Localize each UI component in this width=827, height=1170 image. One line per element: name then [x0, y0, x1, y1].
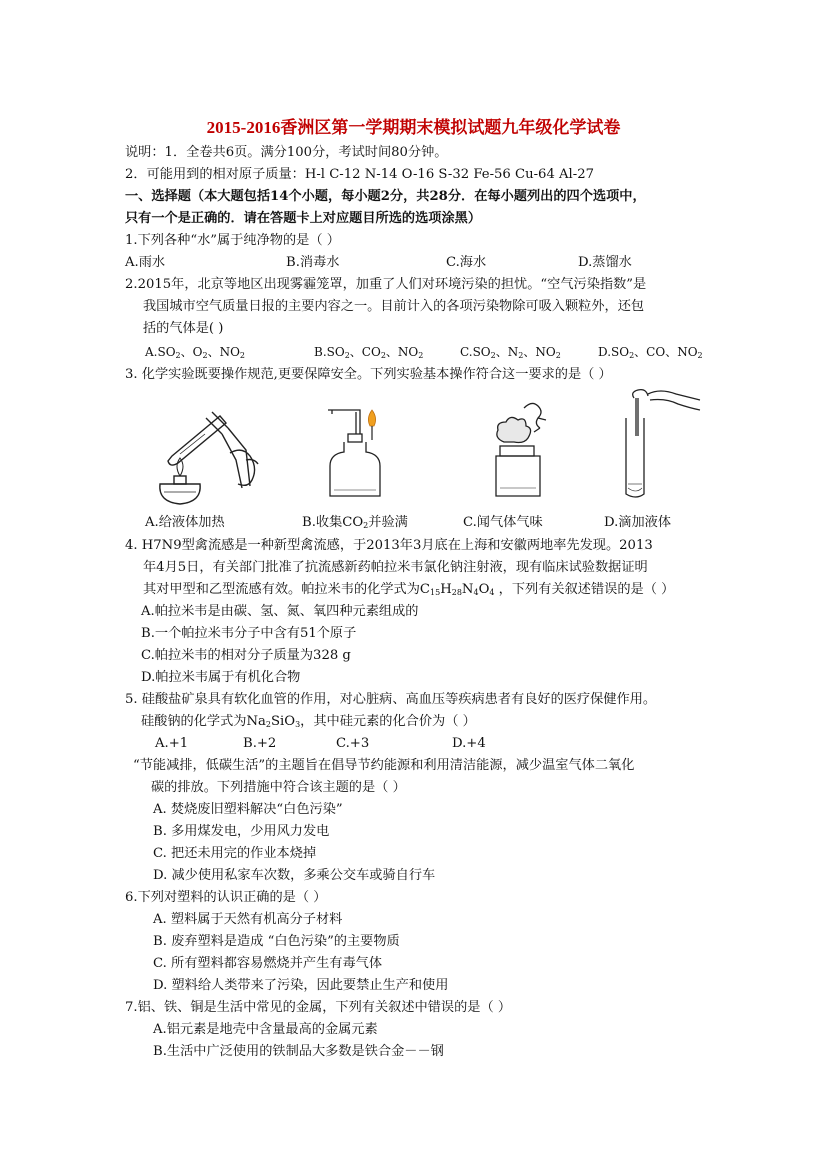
- drop-liquid-figure: [620, 388, 705, 500]
- section-heading-1: 一、选择题（本大题包括14个小题，每小题2分，共28分．在每小题列出的四个选项中，: [125, 189, 646, 204]
- q6-stem: 6.下列对塑料的认识正确的是（ ）: [125, 890, 327, 905]
- q4-line-2: 年4月5日，有关部门批准了抗流感新药帕拉米韦氯化钠注射液，现有临床试验数据证明: [143, 560, 648, 575]
- q1-option-b: B.消毒水: [286, 255, 340, 270]
- q2-option-d: $D.SO_2$、CO、$NO_2$: [598, 345, 703, 360]
- q5-option-c: C.+3: [336, 736, 370, 751]
- q6-option-c: C. 所有塑料都容易燃烧并产生有毒气体: [153, 956, 383, 971]
- smell-gas-figure: [488, 398, 556, 500]
- q3-stem: 3. 化学实验既要操作规范,更要保障安全。下列实验基本操作符合这一要求的是（ ）: [125, 367, 612, 382]
- q4-option-b: B.一个帕拉米韦分子中含有51个原子: [141, 626, 357, 641]
- lowcarbon-option-b: B. 多用煤发电，少用风力发电: [153, 824, 330, 839]
- collect-co2-figure: [322, 408, 387, 500]
- q6-option-b: B. 废弃塑料是造成 “白色污染”的主要物质: [153, 934, 400, 949]
- q3-option-d: D.滴加液体: [604, 515, 672, 530]
- q5-option-d: D.+4: [452, 736, 486, 751]
- lowcarbon-line-1: “节能减排，低碳生活”的主题旨在倡导节约能源和利用清洁能源，减少温室气体二氧化: [133, 758, 635, 773]
- notes-line-2: 2．可能用到的相对原子质量：H-l C-12 N-14 O-16 S-32 Fe-56 Cu-64 Al-27: [125, 167, 594, 182]
- q2-line-2: 我国城市空气质量日报的主要内容之一。目前计入的各项污染物除可吸入颗粒外，还包: [143, 299, 645, 314]
- lowcarbon-line-2: 碳的排放。下列措施中符合该主题的是（ ）: [151, 780, 406, 795]
- q5-option-a: A.+1: [155, 736, 189, 751]
- q1-option-c: C.海水: [446, 255, 487, 270]
- q3-option-c: C.闻气体气味: [463, 515, 543, 530]
- q4-option-c: C.帕拉米韦的相对分子质量为328 g: [141, 648, 351, 663]
- lowcarbon-option-a: A. 焚烧废旧塑料解决“白色污染”: [153, 802, 343, 817]
- q4-option-a: A.帕拉米韦是由碳、氢、氮、氧四种元素组成的: [141, 604, 419, 619]
- exam-title: 2015-2016香洲区第一学期期末模拟试题九年级化学试卷: [206, 118, 621, 137]
- notes-line-1: 说明：1．全卷共6页。满分100分，考试时间80分钟。: [125, 145, 448, 160]
- q1-stem: 1.下列各种“水”属于纯净物的是（ ）: [125, 233, 340, 248]
- q1-option-d: D.蒸馏水: [578, 255, 632, 270]
- q1-option-a: A.雨水: [125, 255, 166, 270]
- q4-line-1: 4. H7N9型禽流感是一种新型禽流感，于2013年3月底在上海和安徽两地率先发现。2013: [125, 538, 653, 553]
- q7-stem: 7.铝、铁、铜是生活中常见的金属，下列有关叙述中错误的是（ ）: [125, 1000, 512, 1015]
- q3-option-b: B.收集$CO_2$并验满: [302, 515, 408, 530]
- q6-option-d: D. 塑料给人类带来了污染，因此要禁止生产和使用: [153, 978, 449, 993]
- q2-line-1: 2.2015年，北京等地区出现雾霾笼罩，加重了人们对环境污染的担忧。“空气污染指数”是: [125, 277, 647, 292]
- q3-option-a: A.给液体加热: [145, 515, 225, 530]
- q2-option-c: $C.SO_2$、$N_2$、$NO_2$: [460, 345, 561, 360]
- q2-option-b: $B.SO_2$、$CO_2$、$NO_2$: [314, 345, 424, 360]
- q4-line-3: 其对甲型和乙型流感有效。帕拉米韦的化学式为$C_{15}H_{28}N_4O_4$ ，下列有关叙述错误的是（ ）: [143, 582, 675, 597]
- q7-option-a: A.铝元素是地壳中含量最高的金属元素: [153, 1022, 378, 1037]
- q2-line-3: 括的气体是( ): [143, 321, 224, 336]
- lowcarbon-option-c: C. 把还未用完的作业本烧掉: [153, 846, 317, 861]
- q5-line-1: 5. 硅酸盐矿泉具有软化血管的作用，对心脏病、高血压等疾病患者有良好的医疗保健作用。: [125, 692, 657, 707]
- q2-option-a: $A.SO_2$、$O_2$、$NO_2$: [145, 345, 246, 360]
- q7-option-b: B.生活中广泛使用的铁制品大多数是铁合金－－钢: [153, 1044, 444, 1059]
- lowcarbon-option-d: D. 减少使用私家车次数，多乘公交车或骑自行车: [153, 868, 436, 883]
- q6-option-a: A. 塑料属于天然有机高分子材料: [153, 912, 343, 927]
- heating-liquid-figure: [150, 398, 265, 508]
- q5-option-b: B.+2: [243, 736, 277, 751]
- section-heading-2: 只有一个是正确的．请在答题卡上对应题目所选的选项涂黑）: [125, 211, 482, 226]
- q5-line-2: 硅酸钠的化学式为$Na_2SiO_3$，其中硅元素的化合价为（ ）: [141, 714, 476, 729]
- q4-option-d: D.帕拉米韦属于有机化合物: [141, 670, 301, 685]
